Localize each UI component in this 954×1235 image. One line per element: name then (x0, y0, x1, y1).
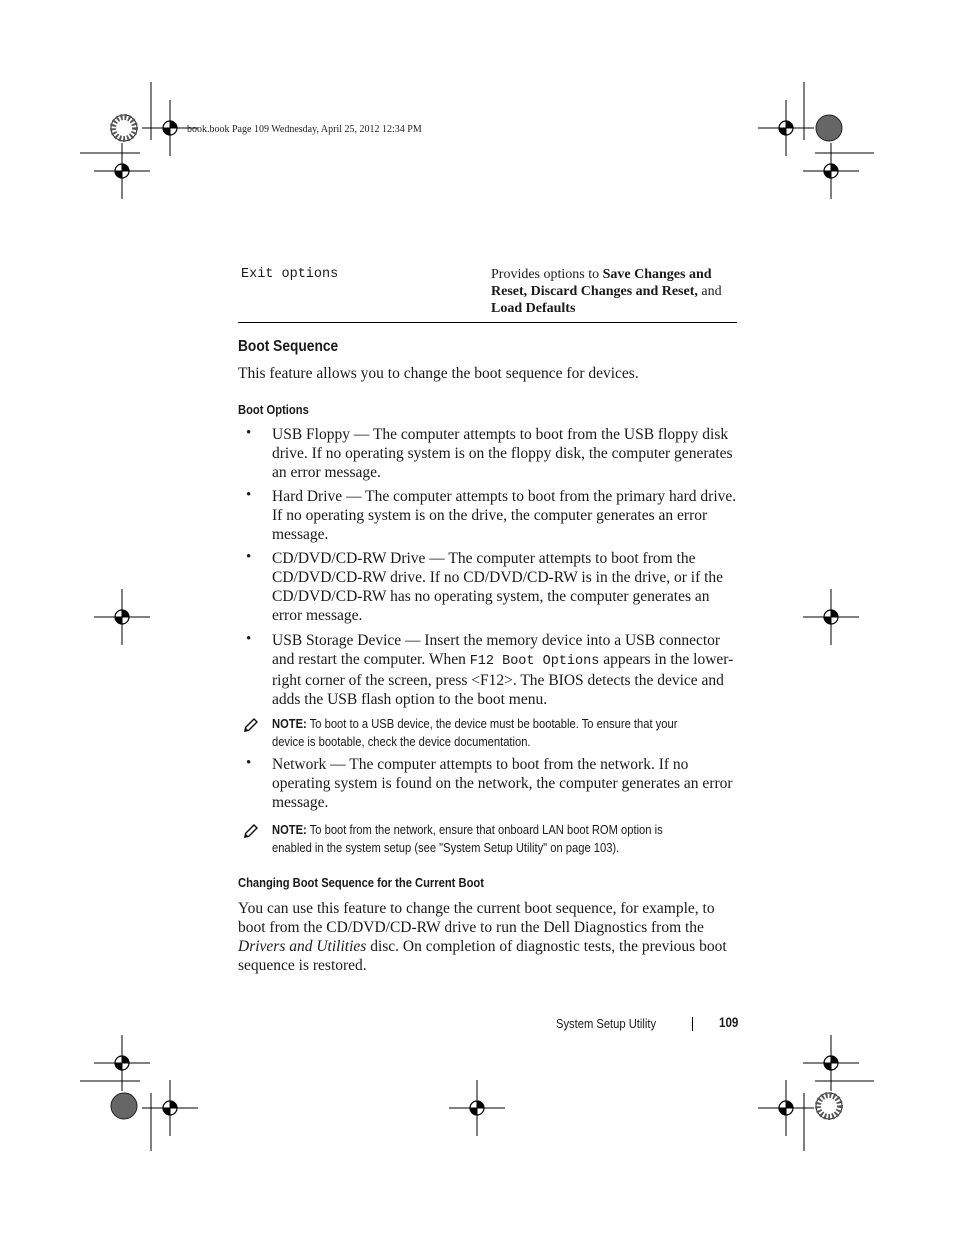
paragraph-current-boot: You can use this feature to change the current boot sequence, for example, to boot from the CD/DVD/CD-RW drive to run the Dell Diagnostics from the Drivers and Utilities disc. On completion of diagnostic tests, the previous boot sequence is restored. (238, 900, 727, 974)
registration-mark-icon (803, 1035, 859, 1091)
list-item-usb-floppy: USB Floppy — The computer attempts to boot from the USB floppy disk drive. If no operating system is on the floppy disk, the computer generates an error message. (272, 426, 733, 481)
table-key: Exit options (241, 267, 339, 282)
table-rule (238, 322, 737, 323)
registration-mark-icon (94, 589, 150, 645)
desc-bold-options: Save Changes and Reset, Discard Changes and Reset, (491, 267, 712, 299)
registration-mark-icon (758, 1080, 814, 1136)
registration-mark-icon (449, 1080, 505, 1136)
note-label: NOTE: (272, 716, 307, 731)
bullet-dot: • (246, 755, 252, 771)
registration-mark-icon (94, 1035, 150, 1091)
section-title: Boot Sequence (238, 338, 339, 355)
list-item-usb-storage: USB Storage Device — Insert the memory device into a USB connector and restart the computer. When F12 Boot Options appears in the lower-right corner of the screen, press <F12>. The BIOS detects the device and adds the USB flash option to the boot menu. (272, 632, 734, 708)
table-description (491, 266, 741, 317)
note-pencil-icon (241, 821, 261, 841)
bullet-dot: • (246, 425, 252, 441)
desc-bold-load-defaults: Load Defaults (491, 301, 576, 316)
desc-prefix: Provides options to (491, 267, 603, 282)
note-pencil-icon (241, 715, 261, 735)
intro-text: This feature allows you to change the boot sequence for devices. (238, 365, 639, 382)
list-item-network: Network — The computer attempts to boot from the network. If no operating system is found on the network, the computer generates an error message. (272, 756, 733, 811)
registration-mark-icon (758, 100, 814, 156)
desc-mid: and (697, 284, 722, 299)
bullet-dot: • (246, 549, 252, 565)
inline-code: F12 Boot Options (469, 654, 600, 669)
subheading-changing-boot-sequence: Changing Boot Sequence for the Current Boot (238, 875, 484, 890)
bullet-dot: • (246, 631, 252, 647)
footer-chapter-title: System Setup Utility (556, 1016, 657, 1031)
page-header-info: book.book Page 109 Wednesday, April 25, 2012 12:34 PM (187, 124, 422, 135)
bullet-dot: • (246, 487, 252, 503)
registration-mark-icon (803, 589, 859, 645)
footer-separator (692, 1017, 693, 1031)
registration-mark-icon (142, 1080, 198, 1136)
list-item-hard-drive: Hard Drive — The computer attempts to boot from the primary hard drive. If no operating system is on the drive, the computer generates an error message. (272, 488, 737, 543)
list-item-cd-dvd-drive: CD/DVD/CD-RW Drive — The computer attempts to boot from the CD/DVD/CD-RW drive. If no CD/DVD/CD-RW is in the drive, or if the CD/DVD/CD-RW has no operating system, the computer generates an error message. (272, 550, 724, 624)
registration-mark-icon (803, 143, 859, 199)
page-number: 109 (719, 1015, 739, 1030)
note-label: NOTE: (272, 822, 307, 837)
subheading-boot-options: Boot Options (238, 402, 309, 417)
registration-mark-icon (94, 143, 150, 199)
